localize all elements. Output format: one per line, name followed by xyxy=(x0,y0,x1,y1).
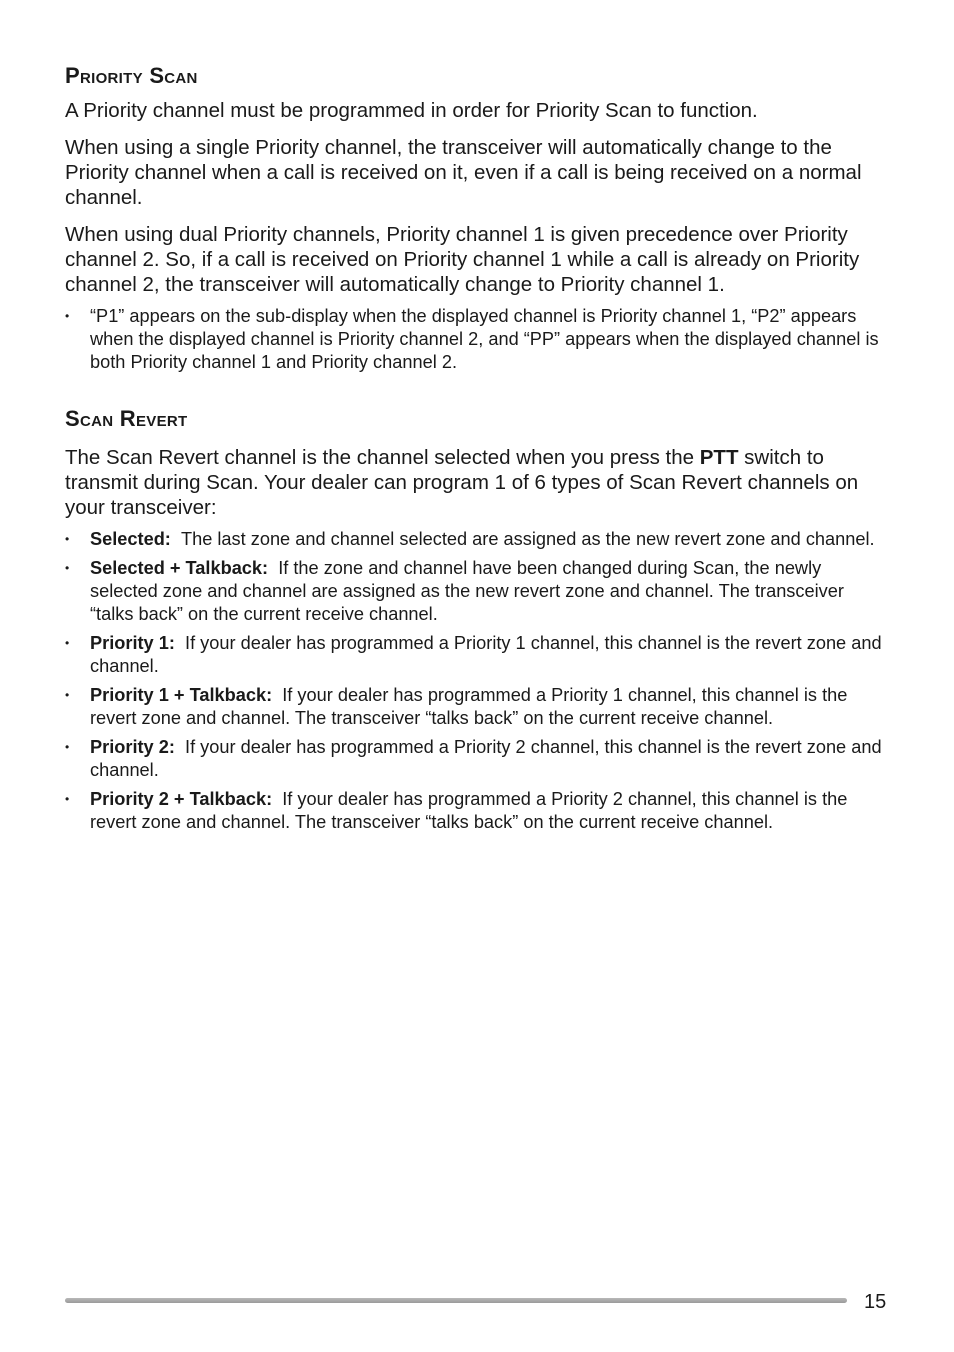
revert-type-description: If your dealer has programmed a Priority 2 channel, this channel is the revert zone and channel. The transceiver “talks back” on the current receive channel. xyxy=(90,789,848,832)
page-content xyxy=(65,58,890,840)
list-item xyxy=(65,684,890,730)
note-text: “P1” appears on the sub-display when the displayed channel is Priority channel 1, “P2” appears when the displayed channel is Priority channel 2, and “PP” appears when the displayed channel is both Priority channel 1 and Priority channel 2. xyxy=(90,306,879,372)
list-item xyxy=(65,736,890,782)
scan-revert-heading: Scan Revert xyxy=(65,406,188,431)
revert-type-term: Selected + Talkback: xyxy=(90,558,269,578)
priority-scan-paragraph-1: A Priority channel must be programmed in order for Priority Scan to function. xyxy=(65,99,758,122)
bullet-icon: • xyxy=(65,740,70,754)
intro-text-start: The Scan Revert channel is the channel selected when you press the xyxy=(65,446,700,469)
revert-type-term: Priority 2: xyxy=(90,737,175,757)
bullet-icon: • xyxy=(65,532,70,546)
list-item xyxy=(65,305,890,374)
revert-type-term: Selected: xyxy=(90,529,171,549)
revert-type-term: Priority 2 + Talkback: xyxy=(90,789,273,809)
scan-revert-types xyxy=(65,528,890,834)
page-number: 15 xyxy=(864,1291,887,1313)
priority-scan-notes xyxy=(65,305,890,374)
footer-rule xyxy=(65,1298,847,1303)
revert-type-description: If your dealer has programmed a Priority 1 channel, this channel is the revert zone and channel. The transceiver “talks back” on the current receive channel. xyxy=(90,685,848,728)
bullet-icon: • xyxy=(65,309,70,323)
revert-type-description: The last zone and channel selected are assigned as the new revert zone and channel. xyxy=(180,529,875,549)
intro-text-end: switch to transmit during Scan. Your dealer can program 1 of 6 types of Scan Revert channels on your transceiver: xyxy=(65,446,859,519)
priority-scan-paragraph-3: When using dual Priority channels, Priority channel 1 is given precedence over Priority channel 2. So, if a call is received on Priority channel 1 while a call is already on Priority channel 2, the transceiver will automatically change to Priority channel 1. xyxy=(65,223,860,296)
revert-type-term: Priority 1: xyxy=(90,633,175,653)
bullet-icon: • xyxy=(65,792,70,806)
revert-type-description: If your dealer has programmed a Priority 2 channel, this channel is the revert zone and channel. xyxy=(90,737,882,780)
revert-type-description: If your dealer has programmed a Priority 1 channel, this channel is the revert zone and channel. xyxy=(90,633,882,676)
list-item xyxy=(65,528,890,551)
ptt-key-label: PTT xyxy=(699,446,739,469)
bullet-icon: • xyxy=(65,636,70,650)
list-item xyxy=(65,788,890,834)
list-item xyxy=(65,557,890,626)
list-item xyxy=(65,632,890,678)
bullet-icon: • xyxy=(65,561,70,575)
priority-scan-paragraph-2: When using a single Priority channel, the transceiver will automatically change to the Priority channel when a call is received on it, even if a call is being received on a normal channel. xyxy=(65,136,862,209)
priority-scan-heading: Priority Scan xyxy=(65,63,198,88)
revert-type-description: If the zone and channel have been changed during Scan, the newly selected zone and channel are assigned as the new revert zone and channel. The transceiver “talks back” on the current receive channel. xyxy=(90,558,844,624)
revert-type-term: Priority 1 + Talkback: xyxy=(90,685,273,705)
bullet-icon: • xyxy=(65,688,70,702)
scan-revert-intro xyxy=(65,445,890,520)
